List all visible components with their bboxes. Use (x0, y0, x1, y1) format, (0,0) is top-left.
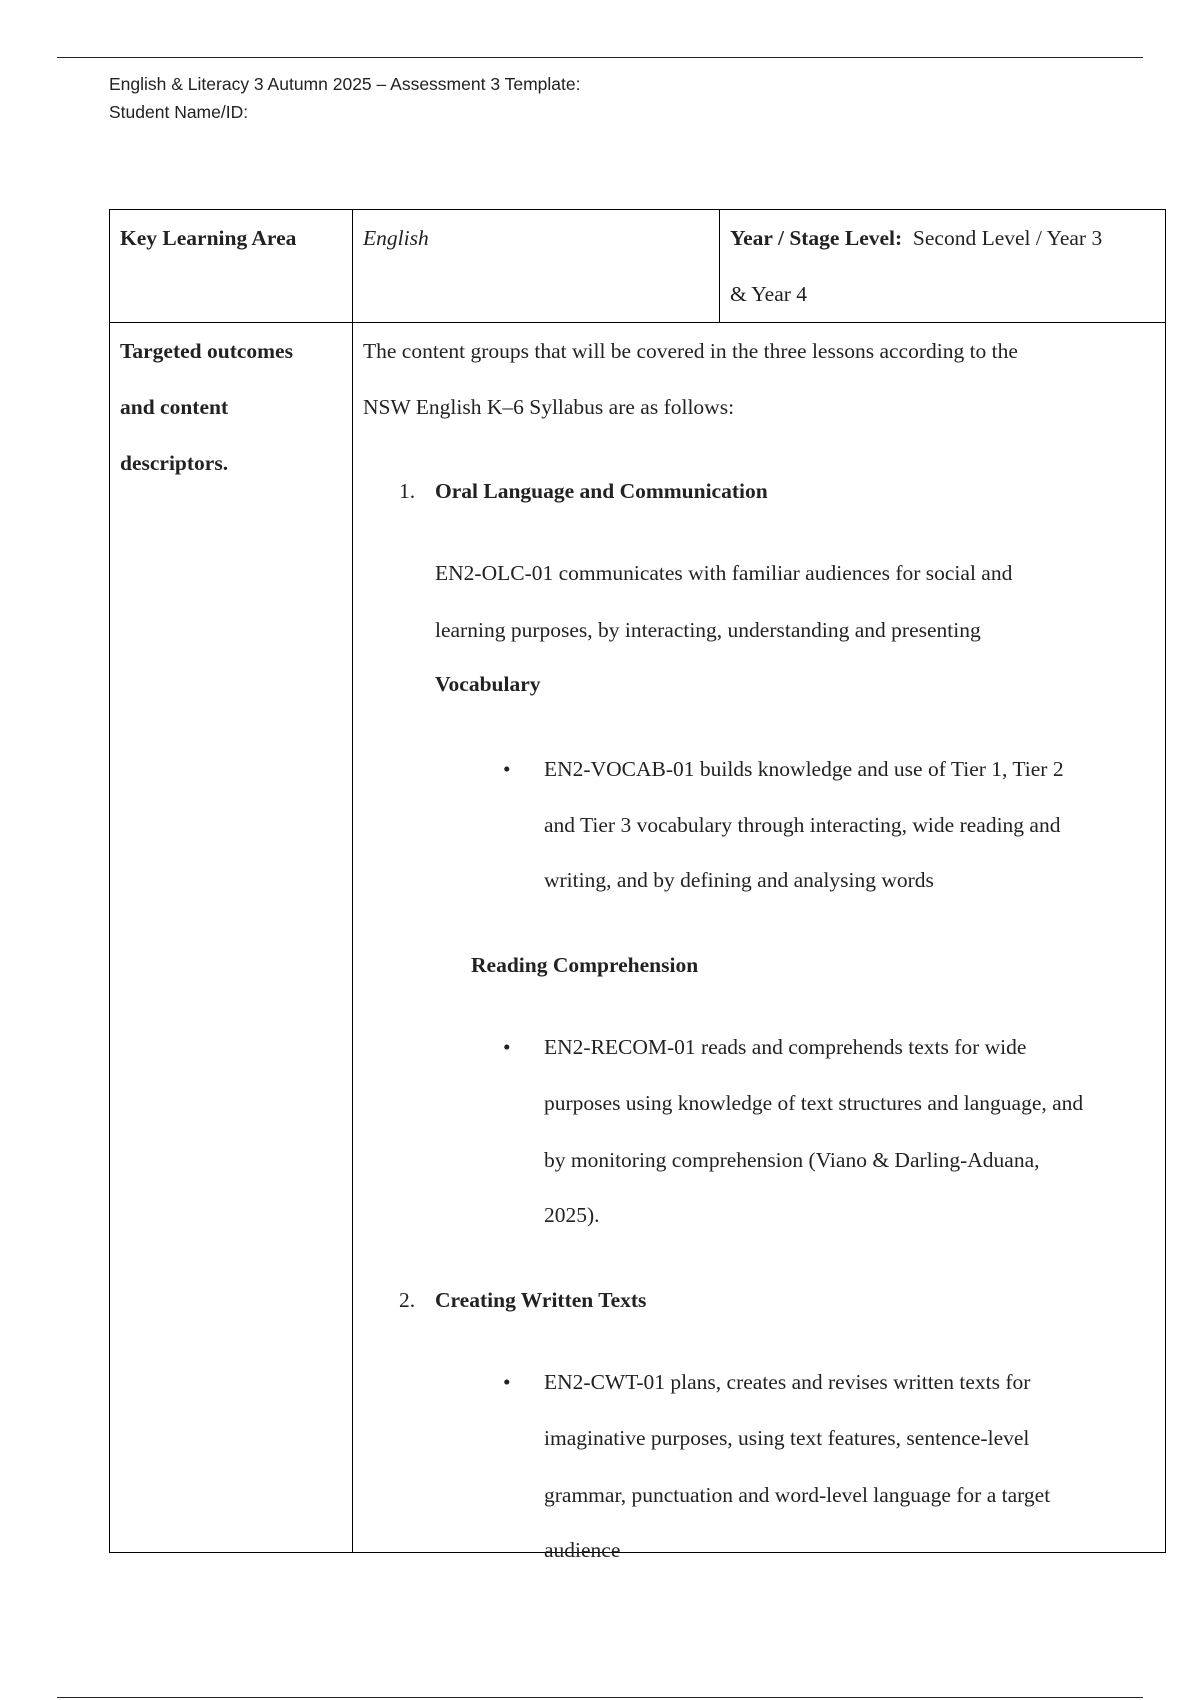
student-name-id: Student Name/ID: (109, 102, 249, 122)
stage-value-line2: & Year 4 (730, 282, 808, 306)
outcomes-label-line: and content (120, 395, 229, 419)
intro-line: The content groups that will be covered in the three lessons according to the (363, 339, 1018, 363)
recom-line: purposes using knowledge of text structures and language, and (544, 1091, 1084, 1115)
bullet-icon: • (503, 1035, 511, 1059)
olc-desc-line: EN2-OLC-01 communicates with familiar audiences for social and (435, 561, 1013, 585)
vocab-line: writing, and by defining and analysing words (544, 868, 934, 892)
vocab-line: and Tier 3 vocabulary through interacting, wide reading and (544, 813, 1061, 837)
section1-title: Oral Language and Communication (435, 479, 768, 503)
recom-line: EN2-RECOM-01 reads and comprehends texts for wide (544, 1035, 1027, 1059)
stage-cell (720, 210, 1166, 323)
cwt-line: EN2-CWT-01 plans, creates and revises written texts for (544, 1370, 1031, 1394)
cwt-line: audience (544, 1538, 621, 1562)
section2-number: 2. (399, 1288, 416, 1312)
kla-value-cell (353, 210, 720, 323)
table-row (110, 323, 1166, 1553)
bullet-icon: • (503, 1370, 511, 1394)
reading-comprehension-heading: Reading Comprehension (471, 953, 699, 977)
outcomes-label-cell (110, 323, 353, 1553)
vocab-line: EN2-VOCAB-01 builds knowledge and use of Tier 1, Tier 2 (544, 757, 1064, 781)
vocabulary-heading: Vocabulary (435, 672, 541, 696)
bullet-icon: • (503, 757, 511, 781)
table-row (110, 210, 1166, 323)
section2-title: Creating Written Texts (435, 1288, 647, 1312)
section1-number: 1. (399, 479, 416, 503)
page-header (109, 70, 580, 126)
cwt-line: grammar, punctuation and word-level language for a target (544, 1483, 1051, 1507)
intro-line: NSW English K–6 Syllabus are as follows: (363, 395, 735, 419)
recom-line: by monitoring comprehension (Viano & Darling-Aduana, (544, 1148, 1040, 1172)
stage-label: Year / Stage Level: (730, 226, 903, 250)
header-rule (57, 57, 1143, 58)
cwt-line: imaginative purposes, using text features, sentence-level (544, 1426, 1030, 1450)
lesson-plan-table (109, 209, 1166, 1562)
olc-desc-line: learning purposes, by interacting, understanding and presenting (435, 618, 981, 642)
outcomes-content-cell (353, 323, 1166, 1562)
outcomes-label-line: descriptors. (120, 451, 229, 475)
kla-label: Key Learning Area (120, 226, 297, 250)
kla-label-cell (110, 210, 353, 323)
assessment-title: English & Literacy 3 Autumn 2025 – Assessment 3 Template: (109, 74, 581, 94)
footer-rule (57, 1697, 1143, 1698)
outcomes-label-line: Targeted outcomes (120, 339, 293, 363)
kla-value: English (363, 226, 429, 250)
recom-line: 2025). (544, 1203, 600, 1227)
stage-value-line1: Second Level / Year 3 (912, 226, 1103, 250)
